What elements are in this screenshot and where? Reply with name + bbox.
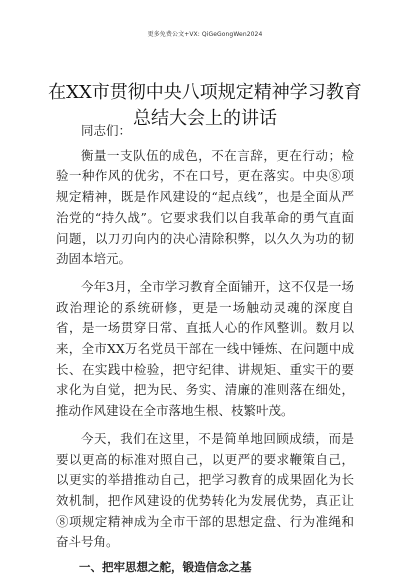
greeting: 同志们： <box>81 123 132 138</box>
header-note: 更多免费公文+VX: QiGeGongWen2024 <box>147 31 263 38</box>
document-title: 在XX市贯彻中央八项规定精神学习教育总结大会上的讲话 <box>48 82 362 130</box>
paragraph: 衡量一支队伍的成色，不在言辞，更在行动；检验一种作风的优劣，不在口号，更在落实。中央⑧项规定精神，既是作风建设的“起点线”，也是全面从严治党的“持久战”。它要求我们以自我革命的勇气直面问题，以刀刃向内的决心清除积弊，以久久为功的韧劲固本培元。 <box>56 147 354 267</box>
section-heading: 一、把牢思想之舵，锻造信念之基 <box>79 560 252 575</box>
paragraph: 今年3月，全市学习教育全面铺开，这不仅是一场政治理论的系统研修，更是一场触动灵魂的深度自省，是一场贯穿日常、直抵人心的作风整训。数月以来，全市XX万名党员干部在一线中锤炼、在问题中成长、在实践中检验，把守纪律、讲规矩、重实干的要求化为自觉，把为民、务实、清廉的准则落在细处，推动作风建设在全市落地生根、枝繁叶茂。 <box>56 278 354 419</box>
paragraph: 今天，我们在这里，不是简单地回顾成绩，而是要以更高的标准对照自己，以更严的要求鞭策自己，以更实的举措推动自己，把学习教育的成果固化为长效机制，把作风建设的优势转化为发展优势，真正让⑧项规定精神成为全市干部的思想定盘、行为准绳和奋斗号角。 <box>56 430 354 550</box>
document-body <box>56 121 354 585</box>
